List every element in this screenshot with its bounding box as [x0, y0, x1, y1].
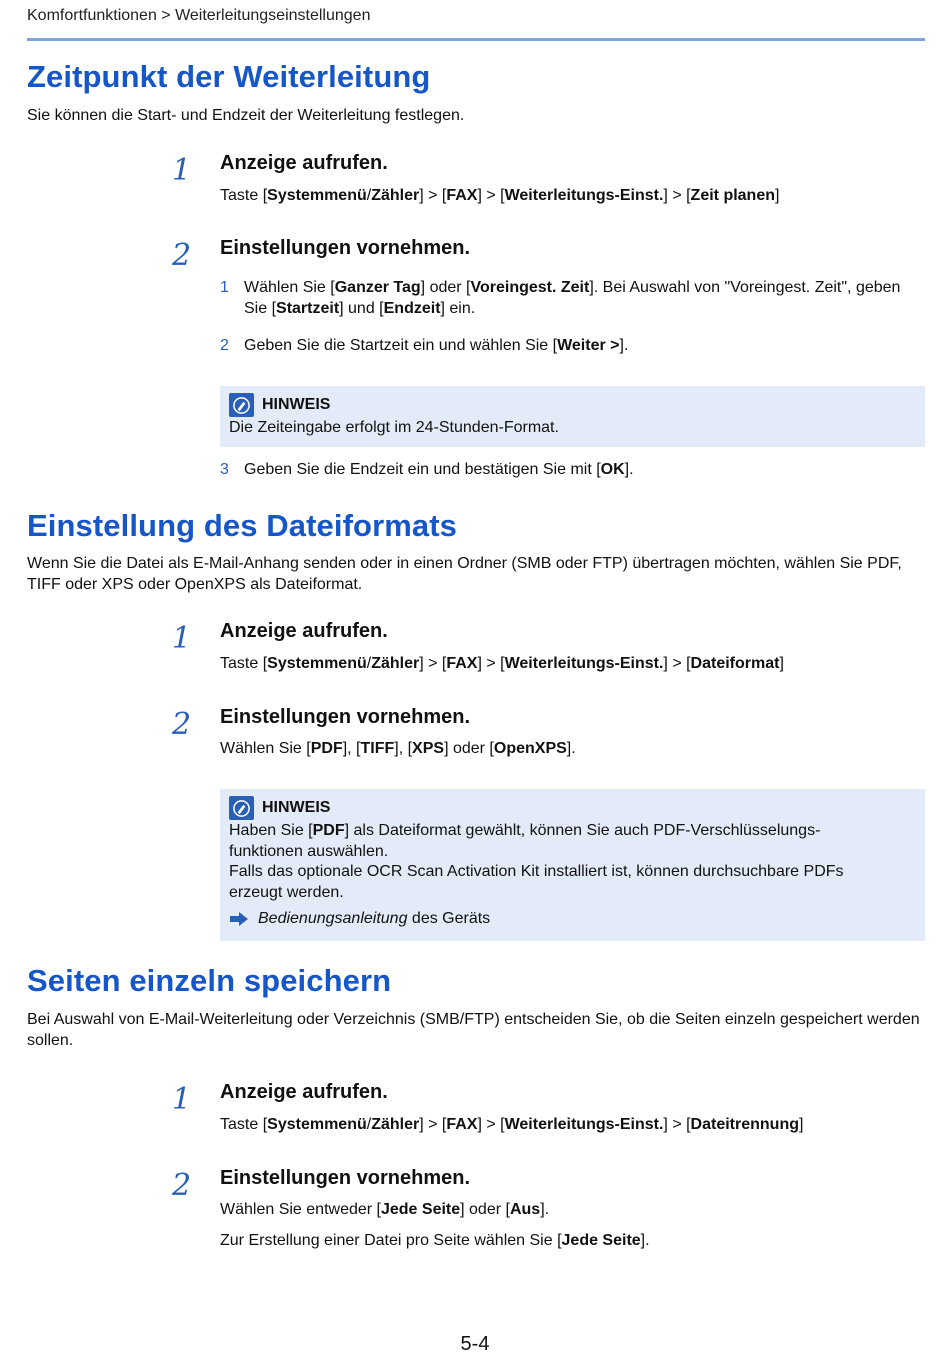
- reference-suffix: des Geräts: [407, 910, 491, 927]
- page-number: 5-4: [460, 1333, 490, 1355]
- list-item-text: Wählen Sie [Ganzer Tag] oder [Voreingest. Zeit]. Bei Auswahl von "Voreingest. Zeit", geben Sie [Startzeit] und [Endzeit] ein.: [244, 279, 901, 317]
- note-text: Falls das optionale OCR Scan Activation Kit installiert ist, können durchsuchbare PDFs erzeugt werden.: [229, 863, 844, 901]
- list-item-text: Geben Sie die Endzeit ein und bestätigen Sie mit [OK].: [244, 461, 634, 478]
- header-rule: [27, 38, 925, 41]
- section-title: Einstellung des Dateiformats: [27, 508, 458, 543]
- step-title: Anzeige aufrufen.: [220, 152, 388, 174]
- list-item-text: Geben Sie die Startzeit ein und wählen Sie [Weiter >].: [244, 337, 629, 354]
- step-number: 2: [172, 1168, 192, 1203]
- section-title: Seiten einzeln speichern: [27, 963, 392, 998]
- step-title: Einstellungen vornehmen.: [220, 706, 471, 728]
- list-item-number: 1: [220, 279, 229, 296]
- step-number: 2: [172, 238, 192, 273]
- section-intro: Bei Auswahl von E-Mail-Weiterleitung oder Verzeichnis (SMB/FTP) entscheiden Sie, ob die Seiten einzeln gespeichert werden sollen.: [27, 1011, 920, 1049]
- step-number: 1: [172, 621, 192, 656]
- note-box: [220, 789, 925, 941]
- list-item-number: 3: [220, 461, 229, 478]
- reference-arrow-icon: [229, 912, 249, 926]
- note-box: [220, 386, 925, 447]
- step-title: Einstellungen vornehmen.: [220, 237, 471, 259]
- reference-title: Bedienungsanleitung: [258, 910, 408, 927]
- note-label: HINWEIS: [262, 395, 331, 413]
- step-text: Wählen Sie entweder [Jede Seite] oder [Aus].: [220, 1201, 550, 1218]
- section-intro-wrap: [27, 554, 925, 595]
- step-number: 2: [172, 707, 192, 742]
- note-label: HINWEIS: [262, 798, 331, 816]
- list-item: [220, 460, 920, 481]
- section-seiten: [27, 962, 925, 1000]
- reference-link[interactable]: [229, 909, 916, 930]
- section-intro-wrap: [27, 106, 925, 127]
- section-dateiformat: [27, 507, 925, 545]
- step-text: Zur Erstellung einer Datei pro Seite wählen Sie [Jede Seite].: [220, 1232, 650, 1249]
- section-title: Zeitpunkt der Weiterleitung: [27, 59, 431, 94]
- menu-path: Taste [Systemmenü/Zähler] > [FAX] > [Weiterleitungs-Einst.] > [Dateitrennung]: [220, 1116, 804, 1133]
- step-number: 1: [172, 153, 192, 188]
- step-text: Wählen Sie [PDF], [TIFF], [XPS] oder [OpenXPS].: [220, 740, 576, 757]
- note-text: Die Zeiteingabe erfolgt im 24-Stunden-Format.: [229, 419, 559, 436]
- step-title: Einstellungen vornehmen.: [220, 1167, 471, 1189]
- list-item-number: 2: [220, 337, 229, 354]
- step-number: 1: [172, 1082, 192, 1117]
- list-item: [220, 278, 920, 319]
- section-intro: Wenn Sie die Datei als E-Mail-Anhang senden oder in einen Ordner (SMB oder FTP) übertragen möchten, wählen Sie PDF, TIFF oder XPS oder OpenXPS als Dateiformat.: [27, 555, 902, 593]
- note-pencil-icon: [229, 393, 254, 417]
- note-pencil-icon: [229, 796, 254, 820]
- section-intro: Sie können die Start- und Endzeit der Weiterleitung festlegen.: [27, 107, 465, 124]
- menu-path: Taste [Systemmenü/Zähler] > [FAX] > [Weiterleitungs-Einst.] > [Dateiformat]: [220, 655, 784, 672]
- section-intro-wrap: [27, 1010, 925, 1051]
- step-title: Anzeige aufrufen.: [220, 1081, 388, 1103]
- section-zeitpunkt: [27, 58, 925, 96]
- list-item: [220, 336, 920, 357]
- breadcrumb: Komfortfunktionen > Weiterleitungseinstellungen: [27, 7, 371, 24]
- note-text: Haben Sie [PDF] als Dateiformat gewählt, können Sie auch PDF-Verschlüsselungs-funktionen auswählen.: [229, 822, 821, 860]
- step-title: Anzeige aufrufen.: [220, 620, 388, 642]
- menu-path: Taste [Systemmenü/Zähler] > [FAX] > [Weiterleitungs-Einst.] > [Zeit planen]: [220, 187, 780, 204]
